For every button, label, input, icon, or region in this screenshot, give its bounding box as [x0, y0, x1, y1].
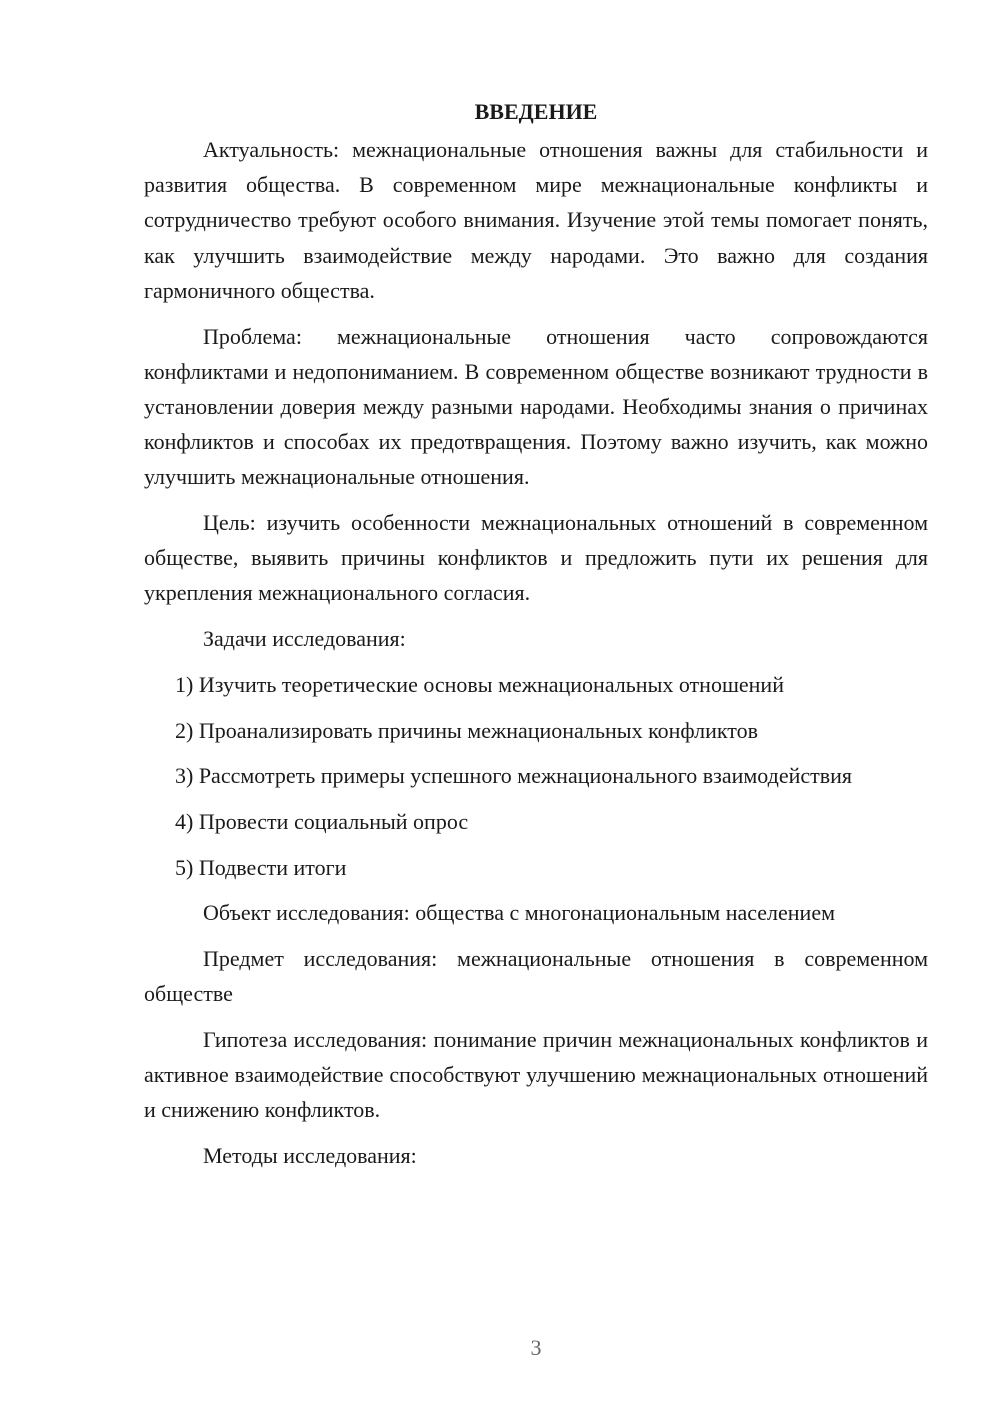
- goal-paragraph: Цель: изучить особенности межнациональных отношений в современном обществе, выявить причины конфликтов и предложить пути их решения для укрепления межнационального согласия.: [144, 510, 928, 606]
- methods-heading: Методы исследования:: [203, 1143, 417, 1169]
- task-item-1: 1) Изучить теоретические основы межнациональных отношений: [175, 671, 784, 697]
- section-heading: ВВЕДЕНИЕ: [474, 99, 598, 124]
- document-page: [144, 96, 928, 1184]
- relevance-paragraph: Актуальность: межнациональные отношения важны для стабильности и развития общества. В современном мире межнациональные конфликты и сотрудничество требуют особого внимания. Изучение этой темы помогает понять, как улучшить взаимодействие между народами. Это важно для создания гармоничного общества.: [144, 137, 928, 303]
- hypothesis-paragraph: Гипотеза исследования: понимание причин межнациональных конфликтов и активное взаимодействие способствуют улучшению межнациональных отношений и снижению конфликтов.: [144, 1026, 928, 1123]
- task-item-4: 4) Провести социальный опрос: [175, 808, 469, 834]
- subject-paragraph: Предмет исследования: межнациональные отношения в современном обществе: [144, 946, 928, 1007]
- task-item-5: 5) Подвести итоги: [175, 854, 347, 880]
- problem-paragraph: Проблема: межнациональные отношения часто сопровождаются конфликтами и недопониманием. В современном обществе возникают трудности в установлении доверия между разными народами. Необходимы знания о причинах конфликтов и способах их предотвращения. Поэтому важно изучить, как можно улучшить межнациональные отношения.: [144, 323, 928, 490]
- object-paragraph: Объект исследования: общества с многонациональным населением: [203, 900, 836, 926]
- tasks-heading: Задачи исследования:: [203, 626, 406, 652]
- task-item-3: 3) Рассмотреть примеры успешного межнационального взаимодействия: [175, 763, 853, 789]
- page-number: 3: [530, 1335, 542, 1360]
- task-item-2: 2) Проанализировать причины межнациональных конфликтов: [175, 717, 758, 743]
